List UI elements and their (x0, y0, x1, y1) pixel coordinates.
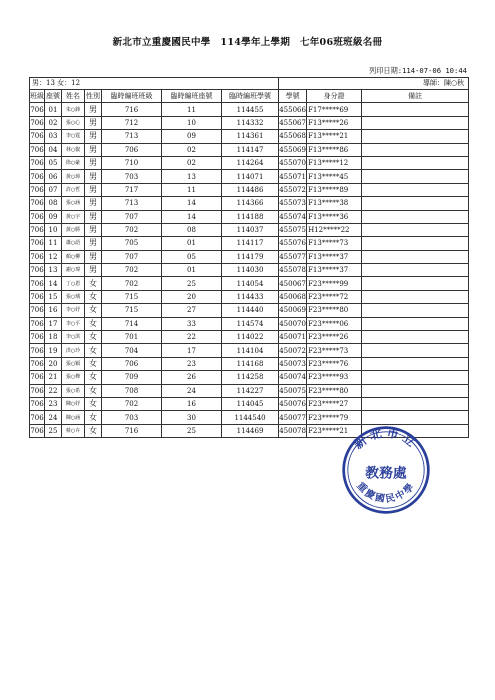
cell-gender: 女 (85, 331, 102, 344)
table-row (30, 197, 469, 210)
cell-gender: 女 (85, 371, 102, 384)
cell-temp-seat: 13 (162, 170, 222, 183)
cell-temp-seat: 02 (162, 156, 222, 169)
cell-gender: 女 (85, 357, 102, 370)
cell-class: 706 (30, 371, 45, 384)
cell-student-id: 450073 (279, 357, 307, 370)
cell-name: 陳○妤 (62, 397, 85, 410)
cell-name: 蕭○語 (62, 237, 85, 250)
cell-seat: 04 (45, 143, 62, 156)
cell-gender: 女 (85, 424, 102, 437)
cell-seat: 18 (45, 331, 62, 344)
gender-count: 男：13 女：12 (30, 78, 279, 90)
cell-name: 張○瑀 (62, 290, 85, 303)
cell-class: 706 (30, 411, 45, 424)
cell-student-id: 450069 (279, 304, 307, 317)
cell-student-id: 450074 (279, 371, 307, 384)
cell-student-id: 455067 (279, 116, 307, 129)
cell-remarks (362, 210, 469, 223)
cell-gender: 男 (85, 237, 102, 250)
cell-remarks (362, 411, 469, 424)
cell-national-id: F23*****06 (307, 317, 362, 330)
cell-gender: 女 (85, 304, 102, 317)
cell-national-id: F23*****99 (307, 277, 362, 290)
table-row (30, 156, 469, 169)
cell-class: 706 (30, 210, 45, 223)
cell-remarks (362, 103, 469, 116)
cell-temp-seat: 17 (162, 344, 222, 357)
cell-seat: 12 (45, 250, 62, 263)
cell-student-id: 455075 (279, 223, 307, 236)
cell-national-id: F13*****38 (307, 197, 362, 210)
cell-name: 丁○恩 (62, 277, 85, 290)
cell-remarks (362, 397, 469, 410)
cell-seat: 10 (45, 223, 62, 236)
table-row (30, 277, 469, 290)
cell-temp-student-id: 114030 (222, 264, 279, 277)
col-header-temp-student-id: 臨時編班學號 (222, 90, 279, 103)
cell-gender: 男 (85, 156, 102, 169)
cell-student-id: 455074 (279, 210, 307, 223)
cell-temp-student-id: 114440 (222, 304, 279, 317)
cell-temp-student-id: 114433 (222, 290, 279, 303)
cell-class: 706 (30, 290, 45, 303)
cell-national-id: F23*****80 (307, 304, 362, 317)
cell-seat: 13 (45, 264, 62, 277)
cell-student-id: 455076 (279, 237, 307, 250)
cell-name: 張○希 (62, 384, 85, 397)
cell-remarks (362, 384, 469, 397)
cell-temp-class: 716 (102, 103, 162, 116)
cell-class: 706 (30, 116, 45, 129)
cell-temp-student-id: 1144540 (222, 411, 279, 424)
cell-remarks (362, 264, 469, 277)
cell-temp-student-id: 114227 (222, 384, 279, 397)
cell-gender: 女 (85, 411, 102, 424)
cell-temp-student-id: 114574 (222, 317, 279, 330)
cell-temp-class: 703 (102, 411, 162, 424)
cell-temp-class: 708 (102, 384, 162, 397)
cell-temp-seat: 33 (162, 317, 222, 330)
cell-student-id: 455078 (279, 264, 307, 277)
cell-national-id: F13*****37 (307, 264, 362, 277)
cell-temp-class: 712 (102, 116, 162, 129)
cell-temp-class: 707 (102, 250, 162, 263)
cell-name: 徐○豪 (62, 156, 85, 169)
cell-class: 706 (30, 197, 45, 210)
col-header-temp-seat: 臨時編班座號 (162, 90, 222, 103)
cell-temp-class: 715 (102, 290, 162, 303)
cell-class: 706 (30, 130, 45, 143)
cell-national-id: H12*****22 (307, 223, 362, 236)
table-row (30, 237, 469, 250)
col-header-student-id: 學號 (279, 90, 307, 103)
cell-seat: 11 (45, 237, 62, 250)
cell-class: 706 (30, 183, 45, 196)
cell-class: 706 (30, 331, 45, 344)
cell-temp-seat: 02 (162, 143, 222, 156)
table-row (30, 103, 469, 116)
cell-remarks (362, 223, 469, 236)
col-header-gender: 性別 (85, 90, 102, 103)
cell-name: 許○哲 (62, 183, 85, 196)
header-row (30, 90, 469, 103)
cell-student-id: 450068 (279, 290, 307, 303)
cell-national-id: F13*****12 (307, 156, 362, 169)
cell-seat: 02 (45, 116, 62, 129)
cell-student-id: 450076 (279, 397, 307, 410)
cell-temp-class: 706 (102, 143, 162, 156)
col-header-national-id: 身分證 (307, 90, 362, 103)
cell-temp-class: 710 (102, 156, 162, 169)
cell-temp-student-id: 114179 (222, 250, 279, 263)
cell-name: 林○叡 (62, 143, 85, 156)
cell-remarks (362, 130, 469, 143)
cell-temp-seat: 10 (162, 116, 222, 129)
table-row (30, 183, 469, 196)
cell-seat: 17 (45, 317, 62, 330)
cell-seat: 05 (45, 156, 62, 169)
cell-gender: 男 (85, 183, 102, 196)
academic-affairs-seal (340, 424, 432, 516)
cell-remarks (362, 143, 469, 156)
cell-temp-student-id: 114258 (222, 371, 279, 384)
cell-temp-class: 702 (102, 277, 162, 290)
cell-temp-seat: 16 (162, 397, 222, 410)
table-row (30, 130, 469, 143)
cell-name: 黃○勝 (62, 223, 85, 236)
class-roster-table (29, 77, 469, 438)
table-row (30, 210, 469, 223)
cell-name: 朱○鋒 (62, 103, 85, 116)
seal-bottom-text: 重慶國民中學 (354, 480, 418, 506)
cell-class: 706 (30, 250, 45, 263)
cell-national-id: F17*****69 (307, 103, 362, 116)
table-row (30, 304, 469, 317)
cell-temp-seat: 20 (162, 290, 222, 303)
cell-student-id: 450077 (279, 411, 307, 424)
cell-gender: 男 (85, 223, 102, 236)
cell-temp-seat: 25 (162, 277, 222, 290)
print-date: 列印日期:114-07-06 10:44 (369, 66, 467, 75)
cell-name: 李○霆 (62, 130, 85, 143)
cell-seat: 23 (45, 397, 62, 410)
cell-temp-seat: 14 (162, 210, 222, 223)
cell-gender: 男 (85, 264, 102, 277)
cell-temp-student-id: 114022 (222, 331, 279, 344)
cell-seat: 22 (45, 384, 62, 397)
cell-temp-seat: 08 (162, 223, 222, 236)
cell-gender: 女 (85, 277, 102, 290)
roster-body (30, 103, 469, 438)
cell-class: 706 (30, 384, 45, 397)
cell-gender: 男 (85, 116, 102, 129)
homeroom-teacher: 導師：陳○秋 (279, 78, 469, 90)
cell-national-id: F13*****26 (307, 116, 362, 129)
cell-student-id: 450070 (279, 317, 307, 330)
cell-temp-seat: 01 (162, 237, 222, 250)
cell-national-id: F13*****37 (307, 250, 362, 263)
cell-student-id: 455069 (279, 143, 307, 156)
cell-national-id: F23*****80 (307, 384, 362, 397)
cell-seat: 25 (45, 424, 62, 437)
cell-class: 706 (30, 277, 45, 290)
cell-name: 洪○玲 (62, 344, 85, 357)
cell-gender: 男 (85, 170, 102, 183)
cell-name: 張○樺 (62, 371, 85, 384)
cell-class: 706 (30, 397, 45, 410)
cell-temp-class: 709 (102, 371, 162, 384)
cell-national-id: F23*****72 (307, 290, 362, 303)
cell-seat: 20 (45, 357, 62, 370)
cell-name: 張○穎 (62, 357, 85, 370)
cell-gender: 女 (85, 384, 102, 397)
cell-remarks (362, 156, 469, 169)
cell-name: 陳○涵 (62, 411, 85, 424)
cell-remarks (362, 357, 469, 370)
cell-remarks (362, 116, 469, 129)
cell-temp-student-id: 114104 (222, 344, 279, 357)
cell-national-id: F13*****21 (307, 130, 362, 143)
cell-temp-seat: 05 (162, 250, 222, 263)
table-row (30, 250, 469, 263)
cell-class: 706 (30, 156, 45, 169)
cell-temp-student-id: 114332 (222, 116, 279, 129)
cell-temp-seat: 30 (162, 411, 222, 424)
col-header-temp-class: 臨時編班班級 (102, 90, 162, 103)
cell-national-id: F13*****45 (307, 170, 362, 183)
cell-seat: 01 (45, 103, 62, 116)
cell-temp-class: 706 (102, 357, 162, 370)
cell-national-id: F23*****93 (307, 371, 362, 384)
cell-temp-student-id: 114361 (222, 130, 279, 143)
cell-gender: 女 (85, 290, 102, 303)
cell-temp-seat: 23 (162, 357, 222, 370)
cell-temp-student-id: 114037 (222, 223, 279, 236)
table-row (30, 317, 469, 330)
table-row (30, 143, 469, 156)
cell-class: 706 (30, 304, 45, 317)
cell-temp-class: 704 (102, 344, 162, 357)
cell-gender: 男 (85, 210, 102, 223)
cell-temp-seat: 11 (162, 183, 222, 196)
cell-student-id: 450067 (279, 277, 307, 290)
cell-national-id: F13*****89 (307, 183, 362, 196)
cell-name: 李○平 (62, 317, 85, 330)
cell-temp-class: 717 (102, 183, 162, 196)
page-title: 新北市立重慶國民中學 114學年上學期 七年06班班級名冊 (112, 37, 383, 48)
cell-temp-class: 702 (102, 223, 162, 236)
cell-temp-class: 702 (102, 397, 162, 410)
cell-class: 706 (30, 237, 45, 250)
cell-national-id: F23*****27 (307, 397, 362, 410)
cell-temp-student-id: 114455 (222, 103, 279, 116)
seal-top-text: 新北市立 (351, 425, 421, 452)
table-row (30, 371, 469, 384)
cell-national-id: F13*****73 (307, 237, 362, 250)
cell-class: 706 (30, 143, 45, 156)
cell-name: 張○涵 (62, 197, 85, 210)
cell-temp-class: 701 (102, 331, 162, 344)
cell-temp-student-id: 114168 (222, 357, 279, 370)
cell-temp-class: 705 (102, 237, 162, 250)
cell-temp-seat: 25 (162, 424, 222, 437)
cell-remarks (362, 371, 469, 384)
cell-name: 李○淇 (62, 331, 85, 344)
cell-student-id: 450072 (279, 344, 307, 357)
cell-seat: 16 (45, 304, 62, 317)
cell-name: 蔡○卉 (62, 424, 85, 437)
cell-remarks (362, 197, 469, 210)
cell-remarks (362, 183, 469, 196)
cell-temp-student-id: 114071 (222, 170, 279, 183)
cell-national-id: F23*****73 (307, 344, 362, 357)
cell-remarks (362, 344, 469, 357)
cell-student-id: 455070 (279, 156, 307, 169)
cell-class: 706 (30, 344, 45, 357)
cell-remarks (362, 304, 469, 317)
table-row (30, 411, 469, 424)
cell-student-id: 455073 (279, 197, 307, 210)
cell-temp-seat: 09 (162, 130, 222, 143)
cell-national-id: F23*****26 (307, 331, 362, 344)
cell-temp-student-id: 114486 (222, 183, 279, 196)
cell-gender: 男 (85, 103, 102, 116)
cell-gender: 女 (85, 317, 102, 330)
table-row (30, 290, 469, 303)
col-header-remarks: 備註 (362, 90, 469, 103)
cell-name: 黃○宇 (62, 210, 85, 223)
summary-row (30, 78, 469, 90)
cell-seat: 15 (45, 290, 62, 303)
cell-student-id: 455072 (279, 183, 307, 196)
cell-remarks (362, 250, 469, 263)
cell-temp-class: 713 (102, 130, 162, 143)
cell-gender: 男 (85, 197, 102, 210)
col-header-seat: 座號 (45, 90, 62, 103)
cell-seat: 14 (45, 277, 62, 290)
table-row (30, 331, 469, 344)
cell-temp-seat: 11 (162, 103, 222, 116)
cell-temp-class: 714 (102, 317, 162, 330)
cell-name: 黃○璋 (62, 170, 85, 183)
cell-temp-student-id: 114264 (222, 156, 279, 169)
cell-name: 李○妤 (62, 304, 85, 317)
cell-gender: 男 (85, 143, 102, 156)
cell-class: 706 (30, 317, 45, 330)
cell-temp-class: 715 (102, 304, 162, 317)
cell-name: 張○心 (62, 116, 85, 129)
cell-temp-class: 702 (102, 264, 162, 277)
cell-name: 謝○瑋 (62, 264, 85, 277)
table-row (30, 384, 469, 397)
cell-student-id: 455077 (279, 250, 307, 263)
cell-gender: 男 (85, 250, 102, 263)
cell-temp-seat: 14 (162, 197, 222, 210)
cell-temp-student-id: 114147 (222, 143, 279, 156)
cell-temp-class: 716 (102, 424, 162, 437)
table-row (30, 344, 469, 357)
cell-temp-student-id: 114045 (222, 397, 279, 410)
cell-seat: 06 (45, 170, 62, 183)
cell-seat: 08 (45, 197, 62, 210)
table-row (30, 223, 469, 236)
cell-national-id: F13*****86 (307, 143, 362, 156)
cell-class: 706 (30, 223, 45, 236)
cell-seat: 03 (45, 130, 62, 143)
cell-gender: 女 (85, 397, 102, 410)
cell-remarks (362, 237, 469, 250)
cell-remarks (362, 277, 469, 290)
cell-temp-student-id: 114117 (222, 237, 279, 250)
cell-seat: 24 (45, 411, 62, 424)
cell-temp-student-id: 114054 (222, 277, 279, 290)
cell-national-id: F23*****79 (307, 411, 362, 424)
cell-temp-student-id: 114188 (222, 210, 279, 223)
table-row (30, 116, 469, 129)
cell-national-id: F23*****76 (307, 357, 362, 370)
cell-temp-seat: 22 (162, 331, 222, 344)
cell-temp-seat: 24 (162, 384, 222, 397)
col-header-name: 姓名 (62, 90, 85, 103)
cell-class: 706 (30, 170, 45, 183)
cell-class: 706 (30, 357, 45, 370)
cell-remarks (362, 170, 469, 183)
cell-student-id: 450071 (279, 331, 307, 344)
cell-temp-class: 713 (102, 197, 162, 210)
cell-student-id: 450078 (279, 424, 307, 437)
cell-remarks (362, 331, 469, 344)
cell-temp-student-id: 114469 (222, 424, 279, 437)
cell-temp-class: 703 (102, 170, 162, 183)
cell-temp-class: 707 (102, 210, 162, 223)
cell-seat: 09 (45, 210, 62, 223)
table-row (30, 264, 469, 277)
cell-temp-seat: 01 (162, 264, 222, 277)
table-row (30, 357, 469, 370)
cell-student-id: 455068 (279, 130, 307, 143)
table-row (30, 170, 469, 183)
cell-student-id: 455066 (279, 103, 307, 116)
cell-class: 706 (30, 424, 45, 437)
seal-middle-text: 教務處 (365, 465, 407, 482)
cell-remarks (362, 290, 469, 303)
col-header-class: 班級 (30, 90, 45, 103)
cell-seat: 07 (45, 183, 62, 196)
cell-national-id: F13*****36 (307, 210, 362, 223)
cell-name: 顏○柳 (62, 250, 85, 263)
cell-student-id: 455071 (279, 170, 307, 183)
cell-temp-seat: 27 (162, 304, 222, 317)
cell-seat: 19 (45, 344, 62, 357)
cell-gender: 男 (85, 130, 102, 143)
table-row (30, 397, 469, 410)
cell-remarks (362, 317, 469, 330)
cell-seat: 21 (45, 371, 62, 384)
cell-national-id: F23*****21 (307, 424, 362, 437)
cell-temp-student-id: 114366 (222, 197, 279, 210)
cell-class: 706 (30, 103, 45, 116)
cell-class: 706 (30, 264, 45, 277)
cell-gender: 女 (85, 344, 102, 357)
cell-temp-seat: 26 (162, 371, 222, 384)
cell-student-id: 450075 (279, 384, 307, 397)
